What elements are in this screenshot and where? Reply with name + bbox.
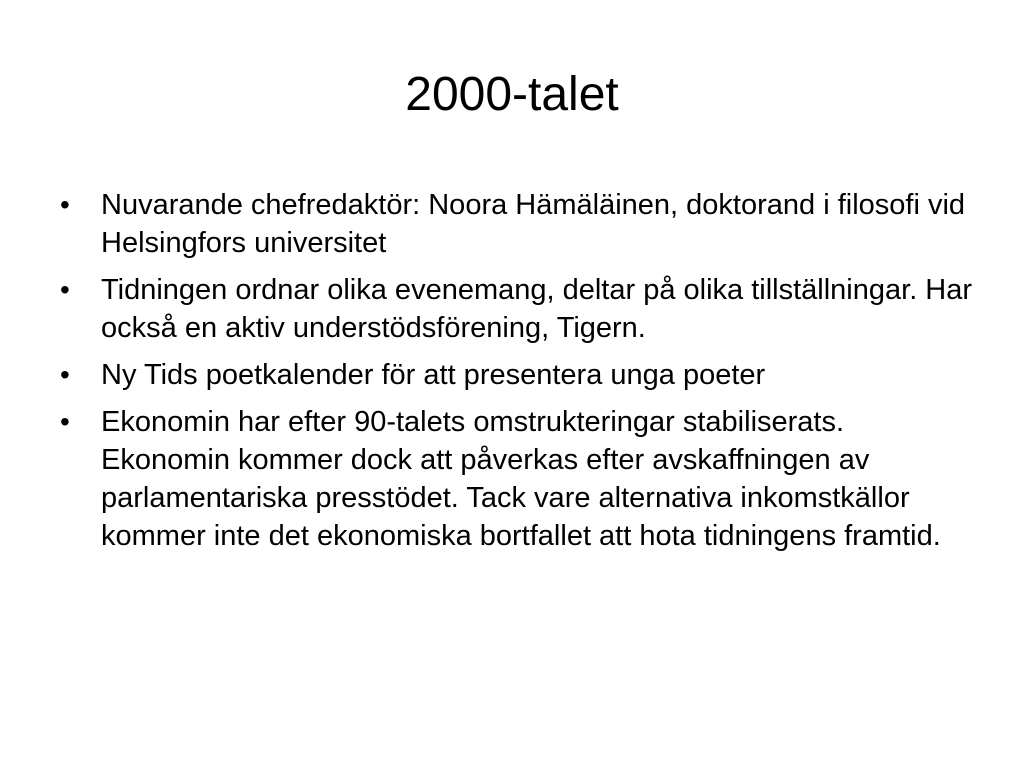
- bullet-dot-icon: •: [60, 274, 70, 305]
- bullet-text: Ny Tids poetkalender för att presentera unga poeter: [101, 359, 766, 391]
- slide-title: 2000-talet: [405, 68, 619, 121]
- bullet-text: Tidningen ordnar olika evenemang, deltar på olika tillställningar. Har också en aktiv understödsförening, Tigern.: [101, 274, 973, 344]
- bullet-list: [60, 186, 980, 564]
- bullet-text: Nuvarande chefredaktör: Noora Hämäläinen, doktorand i filosofi vid Helsingfors universitet: [101, 189, 966, 259]
- bullet-item: [60, 403, 980, 555]
- bullet-dot-icon: •: [60, 189, 70, 220]
- bullet-item: [60, 356, 980, 394]
- bullet-text: Ekonomin har efter 90-talets omstrukteringar stabiliserats. Ekonomin kommer dock att påverkas efter avskaffningen av parlamentariska presstödet. Tack vare alternativa inkomstkällor kommer inte det ekonomiska bortfallet att hota tidningens framtid.: [101, 406, 941, 552]
- bullet-item: [60, 186, 980, 262]
- bullet-item: [60, 271, 980, 347]
- bullet-dot-icon: •: [60, 406, 70, 437]
- bullet-dot-icon: •: [60, 359, 70, 390]
